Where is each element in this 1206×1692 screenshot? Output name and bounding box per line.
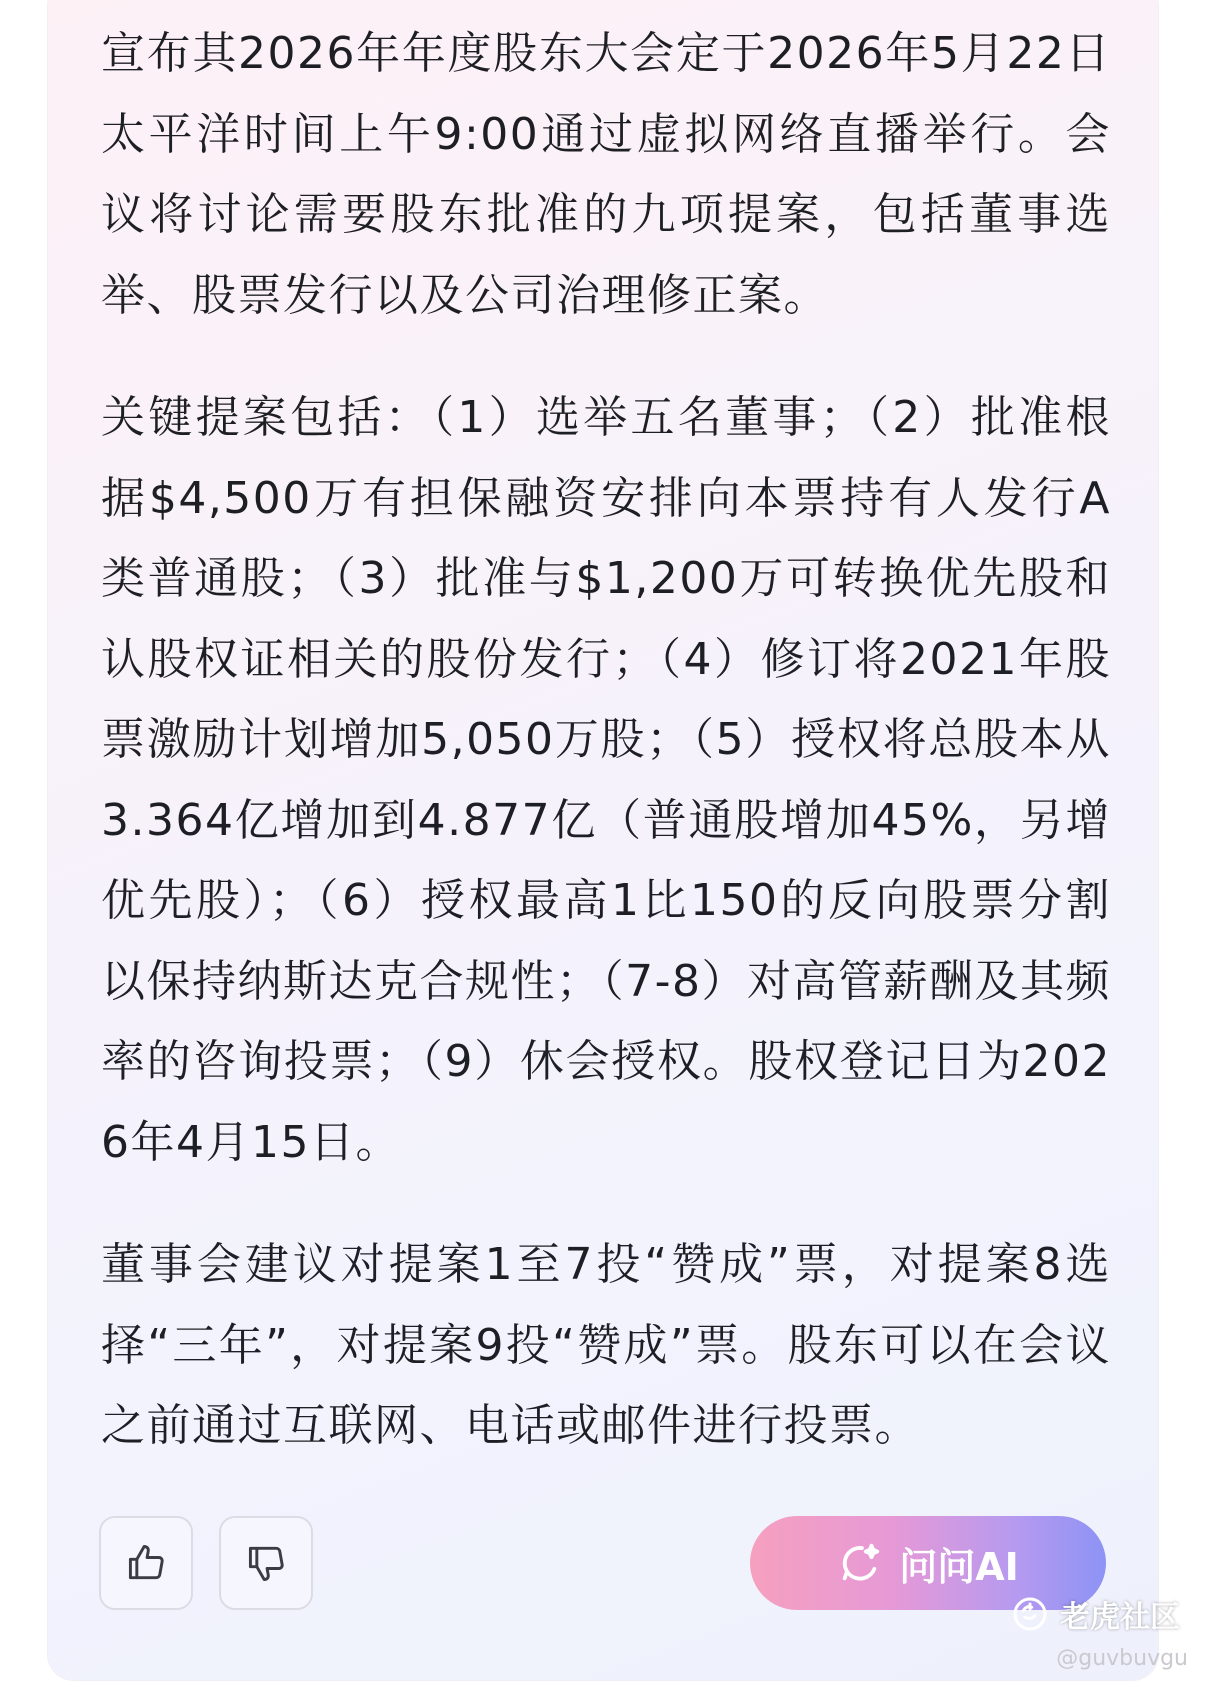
watermark-brand: 老虎社区 xyxy=(1060,1600,1180,1635)
thumbs-up-icon xyxy=(124,1541,168,1585)
ask-ai-label: 问问AI xyxy=(899,1544,1019,1589)
answer-content xyxy=(101,14,1111,1467)
paragraph-meeting: 宣布其2026年年度股东大会定于2026年5月22日太平洋时间上午9:00通过虚拟网络直播举行。会议将讨论需要股东批准的九项提案，包括董事选举、股票发行以及公司治理修正案。 xyxy=(101,28,1111,321)
paragraph-recommendation: 董事会建议对提案1至7投“赞成”票，对提案8选择“三年”，对提案9投“赞成”票。股东可以在会议之前通过互联网、电话或邮件进行投票。 xyxy=(101,1239,1111,1451)
like-button[interactable] xyxy=(99,1516,193,1610)
thumbs-down-icon xyxy=(244,1541,288,1585)
tiger-logo-icon xyxy=(1010,1594,1050,1634)
paragraph-proposals: 关键提案包括：（1）选举五名董事；（2）批准根据$4,500万有担保融资安排向本票持有人发行A类普通股；（3）批准与$1,200万可转换优先股和认股权证相关的股份发行；（4）修订将2021年股票激励计划增加5,050万股；（5）授权将总股本从3.364亿增加到4.877亿（普通股增加45%，另增优先股）；（6）授权最高1比150的反向股票分割以保持纳斯达克合规性；（7-8）对高管薪酬及其频率的咨询投票；（9）休会授权。股权登记日为2026年4月15日。 xyxy=(101,392,1111,1168)
watermark-handle: @guvbuvgu xyxy=(1056,1646,1188,1671)
ai-sparkle-chat-icon xyxy=(837,1540,883,1586)
watermark xyxy=(1010,1592,1180,1636)
dislike-button[interactable] xyxy=(219,1516,313,1610)
